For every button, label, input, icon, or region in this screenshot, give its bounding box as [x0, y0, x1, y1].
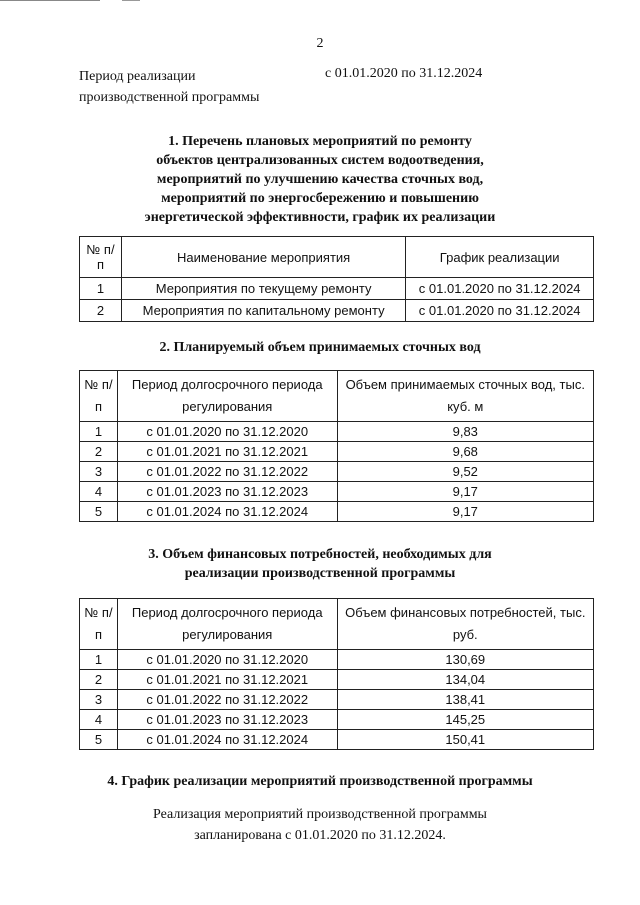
cell-period: с 01.01.2020 по 31.12.2020	[117, 650, 337, 670]
table-header-row	[80, 371, 594, 422]
table-row	[80, 650, 594, 670]
table-row	[80, 300, 594, 322]
section4-text: Реализация мероприятий производственной программы запланирована с 01.01.2020 по 31.12.2024.	[153, 807, 487, 843]
table-row	[80, 422, 594, 442]
cell-number: 2	[80, 300, 122, 322]
cell-activity: Мероприятия по капитальному ремонту	[121, 300, 405, 322]
cell-volume: 9,52	[337, 462, 593, 482]
cell-period: с 01.01.2022 по 31.12.2022	[117, 690, 337, 710]
col-header-number: № п/п	[80, 237, 122, 278]
cell-number: 1	[80, 278, 122, 300]
cell-period: с 01.01.2021 по 31.12.2021	[117, 442, 337, 462]
cell-volume: 9,83	[337, 422, 593, 442]
section4-title: 4. График реализации мероприятий производственной программы	[107, 774, 533, 789]
page-number: 2	[316, 36, 324, 51]
cell-schedule: с 01.01.2020 по 31.12.2024	[406, 300, 594, 322]
table-row	[80, 462, 594, 482]
col-header-schedule: График реализации	[406, 237, 594, 278]
cell-number: 3	[80, 690, 118, 710]
period-label: Период реализации производственной программы	[79, 69, 260, 105]
table-row	[80, 482, 594, 502]
cell-number: 5	[80, 502, 118, 522]
col-header-number: № п/п	[80, 599, 118, 650]
period-value: с 01.01.2020 по 31.12.2024	[325, 66, 483, 81]
cell-number: 3	[80, 462, 118, 482]
cell-amount: 138,41	[337, 690, 593, 710]
table-row	[80, 502, 594, 522]
cell-amount: 134,04	[337, 670, 593, 690]
cell-number: 4	[80, 482, 118, 502]
col-header-financial: Объем финансовых потребностей, тыс. руб.	[337, 599, 593, 650]
cell-activity: Мероприятия по текущему ремонту	[121, 278, 405, 300]
header-rule	[0, 0, 100, 1]
wastewater-volume-table	[79, 370, 594, 522]
col-header-period: Период долгосрочного периода регулирования	[117, 371, 337, 422]
section1-title: 1. Перечень плановых мероприятий по ремонту объектов централизованных систем водоотведения, мероприятий по улучшению качества сточных вод, мероприятий по энергосбережению и повышению энергетической эффективности, график их реализации	[144, 134, 496, 225]
col-header-period: Период долгосрочного периода регулирования	[117, 599, 337, 650]
cell-amount: 145,25	[337, 710, 593, 730]
cell-period: с 01.01.2023 по 31.12.2023	[117, 710, 337, 730]
cell-number: 4	[80, 710, 118, 730]
cell-amount: 150,41	[337, 730, 593, 750]
header-rule-fragment	[122, 0, 140, 1]
cell-period: с 01.01.2021 по 31.12.2021	[117, 670, 337, 690]
cell-number: 2	[80, 670, 118, 690]
table-header-row	[80, 599, 594, 650]
cell-number: 1	[80, 650, 118, 670]
cell-period: с 01.01.2022 по 31.12.2022	[117, 462, 337, 482]
col-header-number: № п/п	[80, 371, 118, 422]
cell-number: 5	[80, 730, 118, 750]
col-header-activity: Наименование мероприятия	[121, 237, 405, 278]
financial-needs-table	[79, 598, 594, 750]
cell-period: с 01.01.2024 по 31.12.2024	[117, 502, 337, 522]
cell-period: с 01.01.2023 по 31.12.2023	[117, 482, 337, 502]
col-header-volume: Объем принимаемых сточных вод, тыс. куб. м	[337, 371, 593, 422]
cell-number: 2	[80, 442, 118, 462]
table-row	[80, 278, 594, 300]
cell-period: с 01.01.2020 по 31.12.2020	[117, 422, 337, 442]
cell-schedule: с 01.01.2020 по 31.12.2024	[406, 278, 594, 300]
table-row	[80, 730, 594, 750]
activities-table	[79, 236, 594, 322]
cell-volume: 9,17	[337, 502, 593, 522]
table-row	[80, 690, 594, 710]
cell-volume: 9,68	[337, 442, 593, 462]
cell-amount: 130,69	[337, 650, 593, 670]
cell-number: 1	[80, 422, 118, 442]
cell-volume: 9,17	[337, 482, 593, 502]
section3-title: 3. Объем финансовых потребностей, необходимых для реализации производственной программы	[148, 547, 492, 581]
table-row	[80, 710, 594, 730]
section2-title: 2. Планируемый объем принимаемых сточных вод	[159, 340, 481, 355]
cell-period: с 01.01.2024 по 31.12.2024	[117, 730, 337, 750]
table-row	[80, 442, 594, 462]
table-header-row	[80, 237, 594, 278]
table-row	[80, 670, 594, 690]
